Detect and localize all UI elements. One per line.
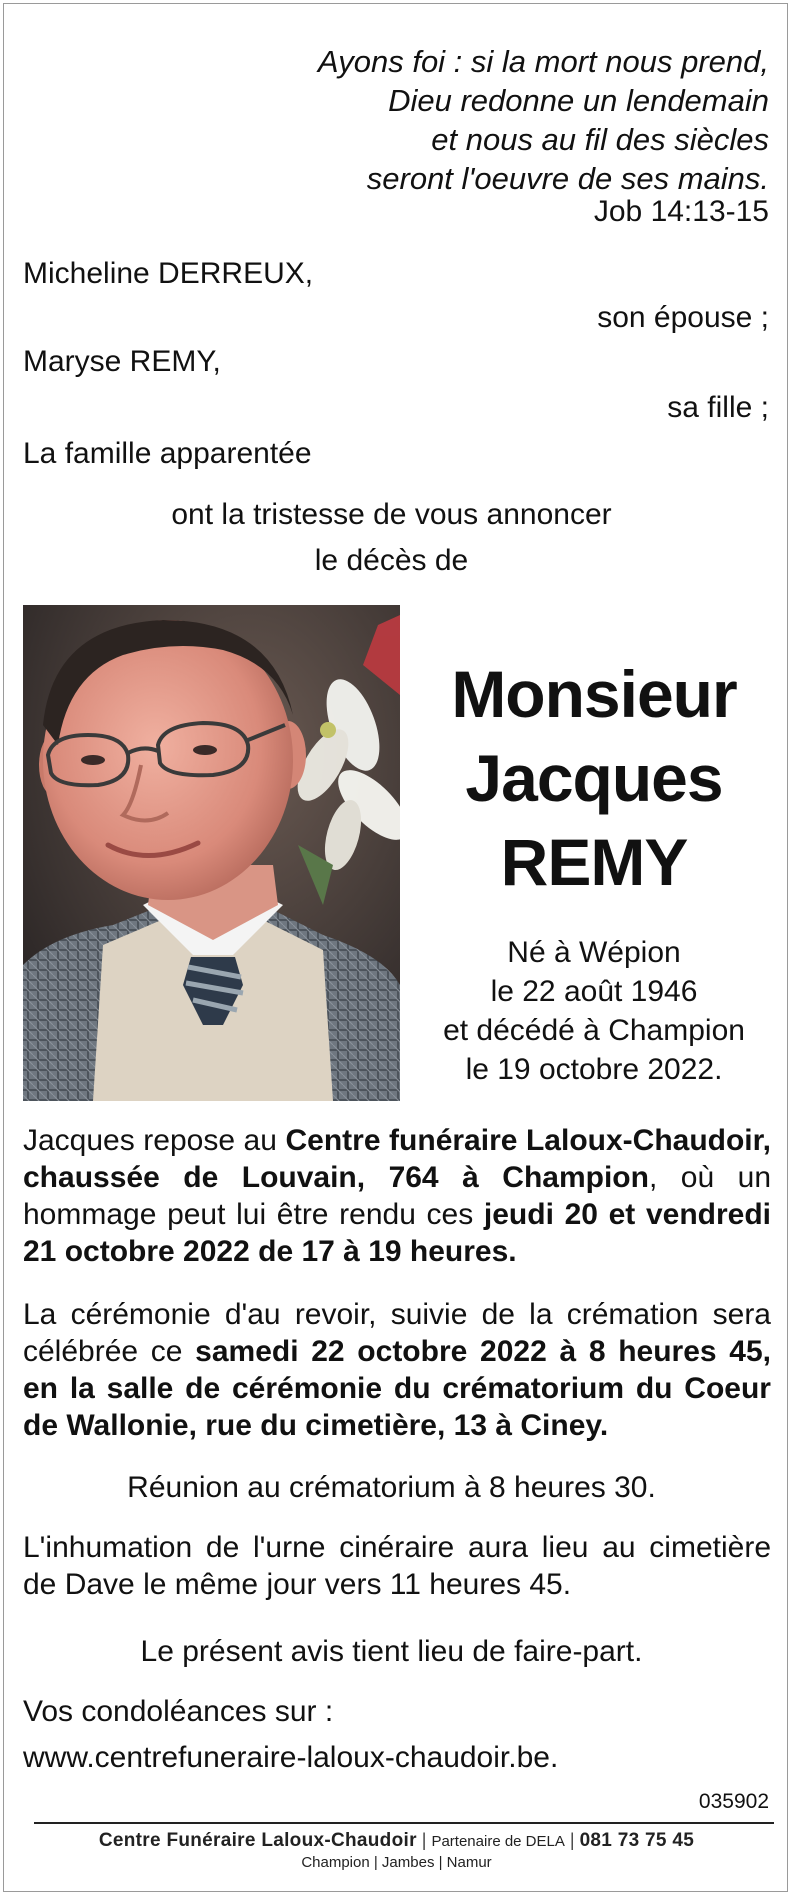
footer-company: Centre Funéraire Laloux-Chaudoir [98,1830,417,1851]
deceased-title: Monsieur [451,657,737,731]
footer-partner: Partenaire de DELA [431,1833,565,1850]
footer-phone[interactable]: 081 73 75 45 [579,1830,695,1851]
visitation-times: jeudi 20 et vendredi 21 octobre 2022 de 17 à 19 heures. [23,1198,771,1268]
footer-separator: | [569,1830,575,1850]
meeting-info: Réunion au crématorium à 8 heures 30. [127,1471,656,1504]
reference-number: 035902 [698,1790,769,1813]
ceremony-text: La cérémonie d'au revoir, suivie de la crémation sera célébrée ce [23,1298,771,1368]
birth-place: Né à Wépion [507,936,681,969]
deceased-last-name: REMY [500,825,688,899]
death-place: et décédé à Champion [443,1014,745,1047]
notice-statement: Le présent avis tient lieu de faire-part. [140,1635,643,1668]
spouse-name: Micheline DERREUX, [23,257,314,290]
footer-divider [34,1822,774,1824]
footer-company-line [4,1830,789,1852]
verse-line: et nous au fil des siècles [431,122,769,157]
footer-separator: | [421,1830,427,1850]
visitation-paragraph [23,1122,771,1270]
condolences-link[interactable]: www.centrefuneraire-laloux-chaudoir.be. [23,1741,559,1774]
spouse-role: son épouse ; [597,301,769,334]
ceremony-paragraph [23,1296,771,1444]
visitation-text: Jacques repose au [23,1124,286,1157]
verse-quote [169,42,769,198]
announcement-line: le décès de [314,544,469,577]
verse-reference: Job 14:13-15 [593,195,769,228]
verse-line: seront l'oeuvre de ses mains. [366,161,769,196]
ceremony-details: samedi 22 octobre 2022 à 8 heures 45, en la salle de cérémonie du crématorium du Coeur de Wallonie, rue du cimetière, 13 à Ciney. [23,1335,771,1442]
condolences-label: Vos condoléances sur : [23,1695,334,1728]
announcement-line: ont la tristesse de vous annoncer [171,498,612,531]
verse-line: Ayons foi : si la mort nous prend, [317,44,769,79]
verse-line: Dieu redonne un lendemain [388,83,769,118]
footer-locations: Champion | Jambes | Namur [301,1854,492,1871]
daughter-role: sa fille ; [667,391,769,424]
birth-date: le 22 août 1946 [490,975,698,1008]
burial-paragraph: L'inhumation de l'urne cinéraire aura lieu au cimetière de Dave le même jour vers 11 heures 45. [23,1531,771,1601]
extended-family: La famille apparentée [23,437,312,470]
obituary-notice [3,3,788,1892]
deceased-first-name: Jacques [465,741,723,815]
portrait-illustration [23,605,400,1101]
death-date: le 19 octobre 2022. [465,1053,723,1086]
visitation-text: , où un hommage peut lui être rendu ces [23,1161,771,1231]
daughter-name: Maryse REMY, [23,345,221,378]
visitation-location: Centre funéraire Laloux-Chaudoir, chaussée de Louvain, 764 à Champion [23,1124,771,1194]
portrait-photo [23,605,400,1101]
